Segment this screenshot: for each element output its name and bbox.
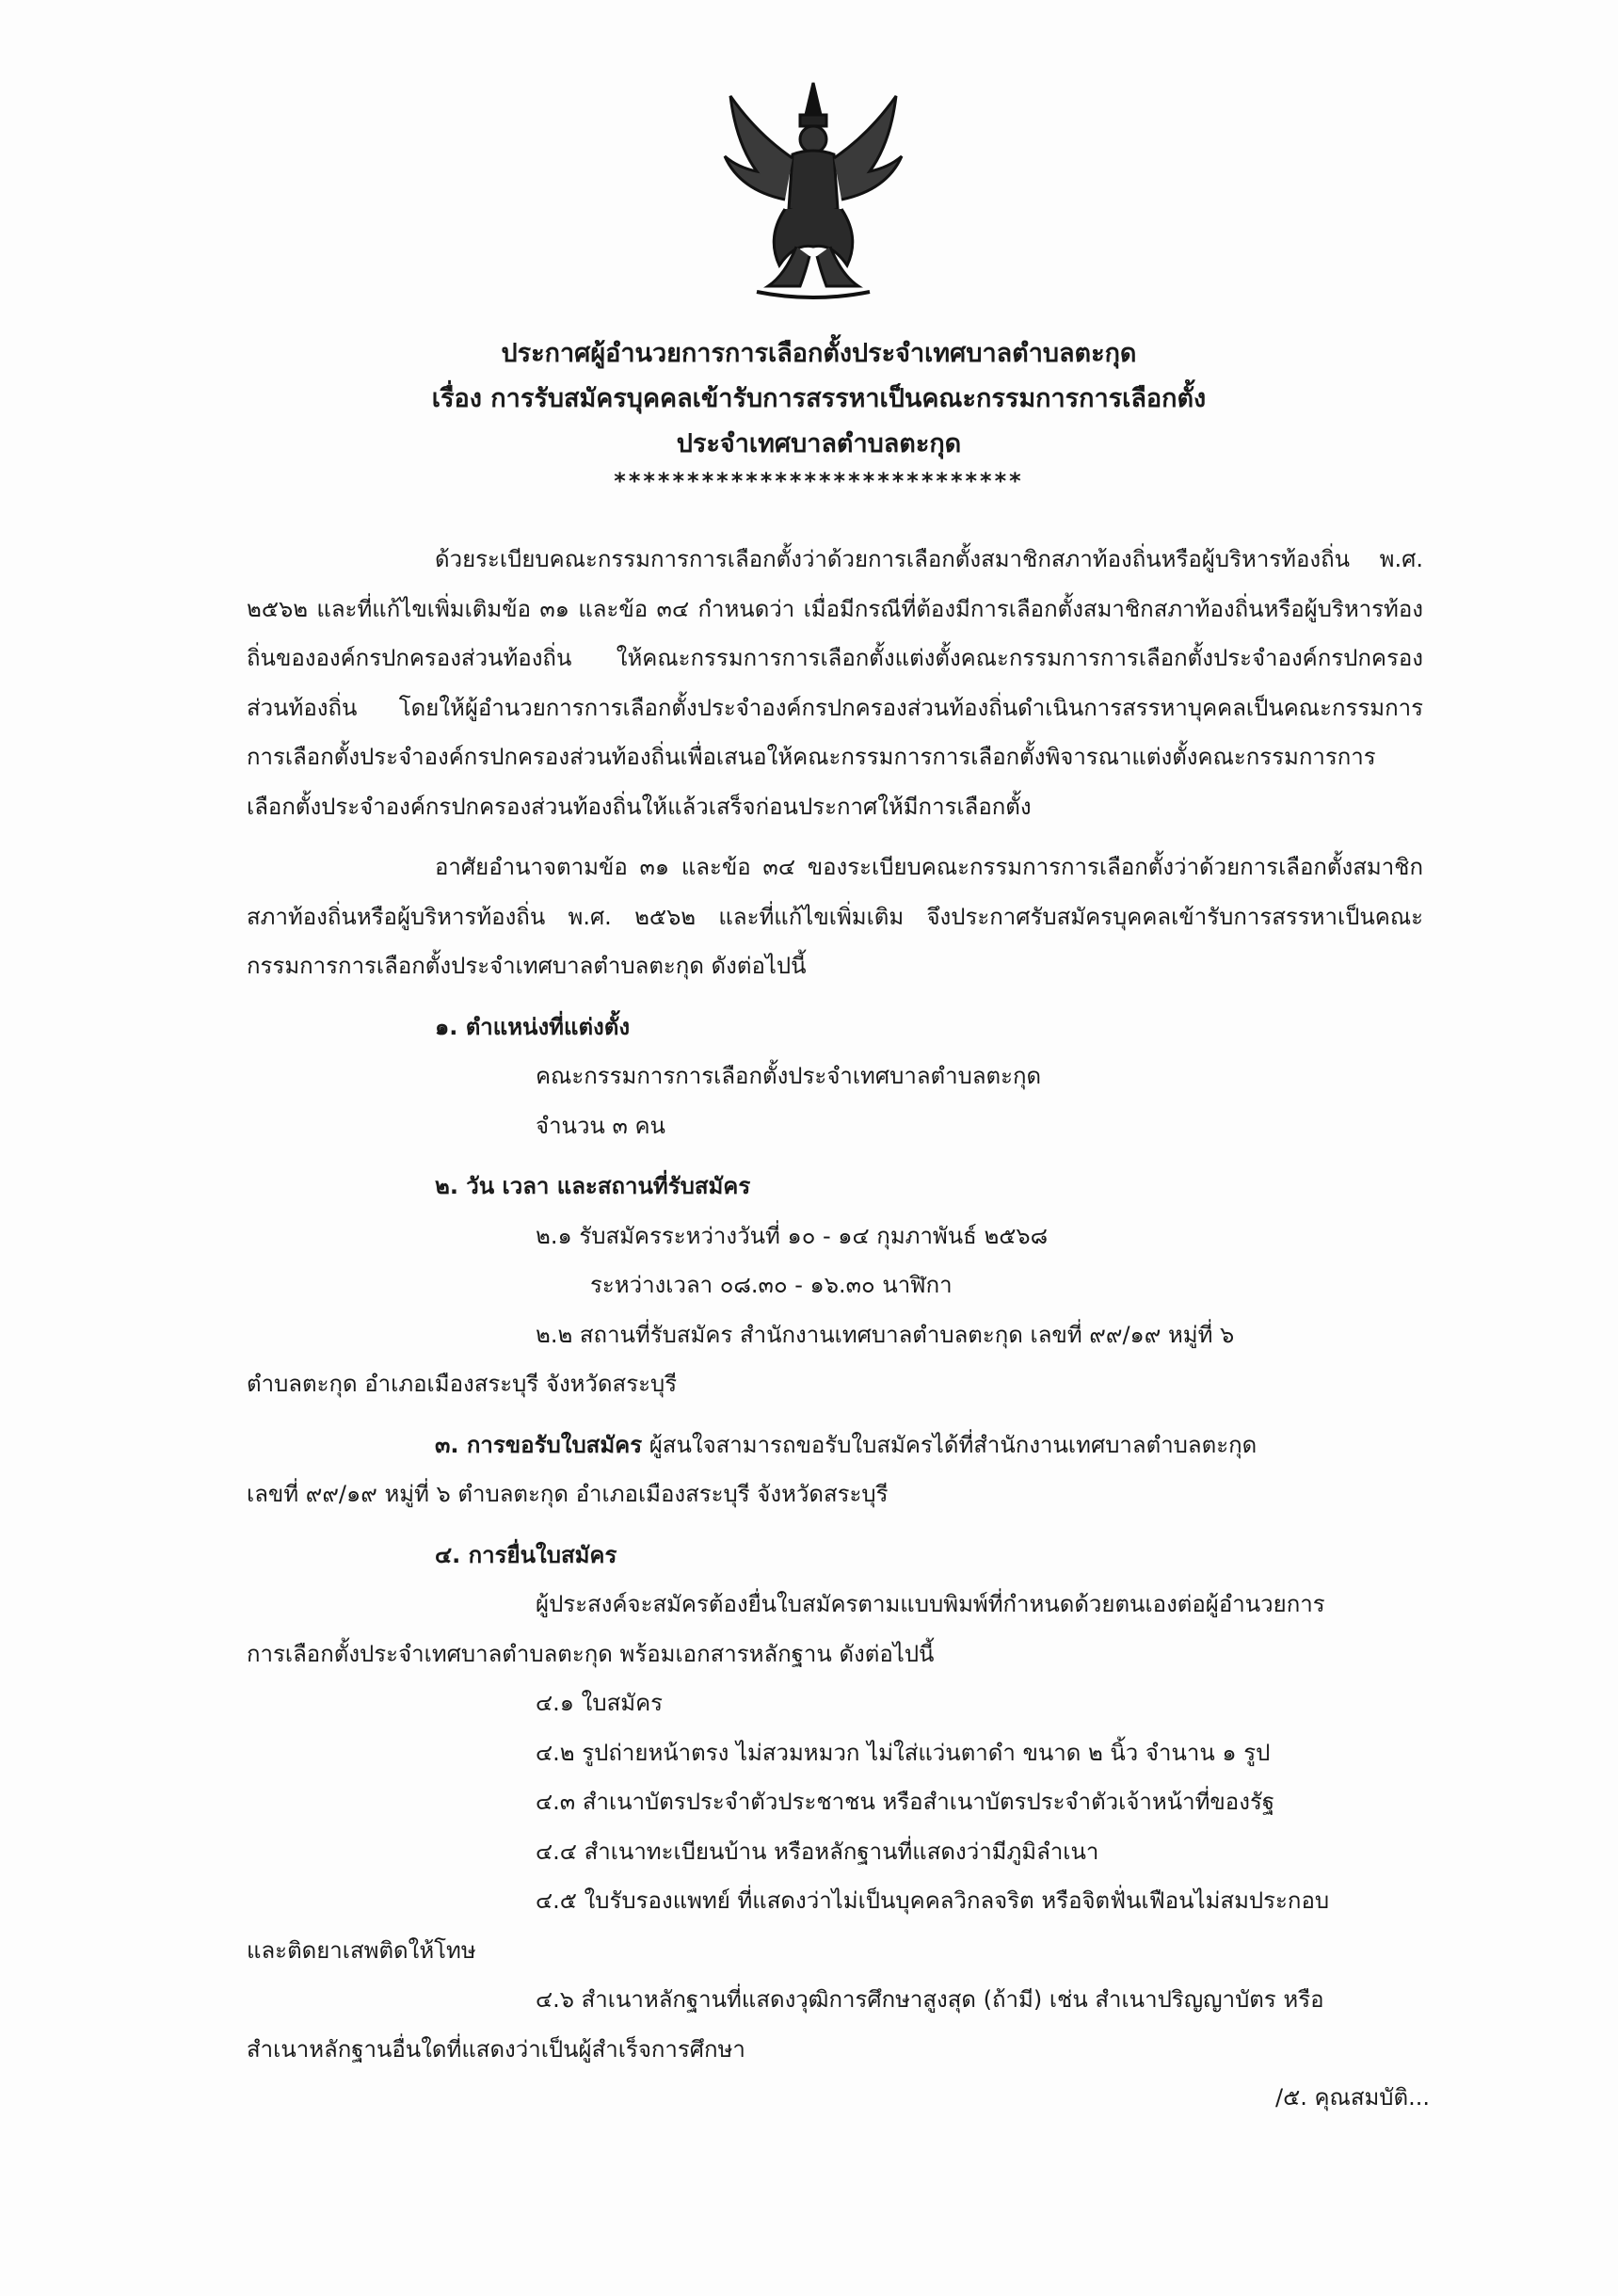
section-3-text-a: ผู้สนใจสามารถขอรับใบสมัครได้ที่สำนักงานเทศบาลตำบลตะกุด [649, 1431, 1258, 1458]
section-2-item-1a: ๒.๑ รับสมัครระหว่างวันที่ ๑๐ - ๑๔ กุมภาพันธ์ ๒๕๖๘ [536, 1222, 1049, 1249]
paragraph-authority: อาศัยอำนาจตามข้อ ๓๑ และข้อ ๓๔ ของระเบียบคณะกรรมการการเลือกตั้งว่าด้วยการเลือกตั้งสมาชิกสภาท้องถิ่นหรือผู้บริหารท้องถิ่น พ.ศ. ๒๕๖๒ และที่แก้ไขเพิ่มเติม จึงประกาศรับสมัครบุคคลเข้ารับการสรรหาเป็นคณะกรรมการการเลือกตั้งประจำเทศบาลตำบลตะกุด ดังต่อไปนี้ [247, 854, 1423, 979]
section-1-heading: ๑. ตำแหน่งที่แต่งตั้ง [435, 1013, 631, 1040]
section-3-text-b: เลขที่ ๙๙/๑๙ หมู่ที่ ๖ ตำบลตะกุด อำเภอเมืองสระบุรี จังหวัดสระบุรี [247, 1481, 889, 1507]
section-4-item-4: ๔.๔ สำเนาทะเบียนบ้าน หรือหลักฐานที่แสดงว่ามีภูมิลำเนา [536, 1838, 1099, 1865]
section-2-item-2a: ๒.๒ สถานที่รับสมัคร สำนักงานเทศบาลตำบลตะกุด เลขที่ ๙๙/๑๙ หมู่ที่ ๖ [536, 1321, 1235, 1348]
section-4-item-5b: และติดยาเสพติดให้โทษ [247, 1936, 476, 1964]
title-line-1: ประกาศผู้อำนวยการการเลือกตั้งประจำเทศบาลตำบลตะกุด [501, 339, 1137, 368]
section-4-item-2: ๔.๒ รูปถ่ายหน้าตรง ไม่สวมหมวก ไม่ใส่แว่นตาดำ ขนาด ๒ นิ้ว จำนาน ๑ รูป [536, 1739, 1271, 1766]
section-2-item-2b: ตำบลตะกุด อำเภอเมืองสระบุรี จังหวัดสระบุรี [247, 1371, 678, 1397]
continuation-note: /๕. คุณสมบัติ... [1274, 2084, 1430, 2111]
title-line-2: เรื่อง การรับสมัครบุคคลเข้ารับการสรรหาเป็นคณะกรรมการการเลือกตั้ง [431, 384, 1207, 413]
section-4-item-5a: ๔.๕ ใบรับรองแพทย์ ที่แสดงว่าไม่เป็นบุคคลวิกลจริต หรือจิตฟั่นเฟือนไม่สมประกอบ [536, 1887, 1330, 1914]
title-separator: **************************** [614, 468, 1024, 494]
garuda-emblem-icon [719, 77, 907, 303]
section-1-line-2: จำนวน ๓ คน [536, 1112, 665, 1139]
section-4-intro-a: ผู้ประสงค์จะสมัครต้องยื่นใบสมัครตามแบบพิมพ์ที่กำหนดด้วยตนเองต่อผู้อำนวยการ [536, 1591, 1325, 1617]
paragraph-intro: ด้วยระเบียบคณะกรรมการการเลือกตั้งว่าด้วยการเลือกตั้งสมาชิกสภาท้องถิ่นหรือผู้บริหารท้องถิ่น พ.ศ. ๒๕๖๒ และที่แก้ไขเพิ่มเติมข้อ ๓๑ และข้อ ๓๔ กำหนดว่า เมื่อมีกรณีที่ต้องมีการเลือกตั้งสมาชิกสภาท้องถิ่นหรือผู้บริหารท้องถิ่นขององค์กรปกครองส่วนท้องถิ่น ให้คณะกรรมการการเลือกตั้งแต่งตั้งคณะกรรมการการเลือกตั้งประจำองค์กรปกครองส่วนท้องถิ่น โดยให้ผู้อำนวยการการเลือกตั้งประจำองค์กรปกครองส่วนท้องถิ่นดำเนินการสรรหาบุคคลเป็นคณะกรรมการการเลือกตั้งประจำองค์กรปกครองส่วนท้องถิ่นเพื่อเสนอให้คณะกรรมการการเลือกตั้งพิจารณาแต่งตั้งคณะกรรมการการเลือกตั้งประจำองค์กรปกครองส่วนท้องถิ่นให้แล้วเสร็จก่อนประกาศให้มีการเลือกตั้ง [247, 546, 1423, 820]
section-4-item-1: ๔.๑ ใบสมัคร [536, 1690, 664, 1716]
section-2-item-1b: ระหว่างเวลา ๐๘.๓๐ - ๑๖.๓๐ นาฬิกา [590, 1272, 953, 1298]
section-4-item-6a: ๔.๖ สำเนาหลักฐานที่แสดงวุฒิการศึกษาสูงสุด (ถ้ามี) เช่น สำเนาปริญญาบัตร หรือ [536, 1986, 1324, 2013]
section-4-intro-b: การเลือกตั้งประจำเทศบาลตำบลตะกุด พร้อมเอกสารหลักฐาน ดังต่อไปนี้ [247, 1640, 935, 1667]
section-3-heading: ๓. การขอรับใบสมัคร [435, 1431, 643, 1458]
announcement-title [282, 331, 1355, 495]
section-4-item-6b: สำเนาหลักฐานอื่นใดที่แสดงว่าเป็นผู้สำเร็จการศึกษา [247, 2035, 745, 2063]
section-3-line [247, 1421, 1423, 1470]
section-2-heading: ๒. วัน เวลา และสถานที่รับสมัคร [435, 1173, 751, 1199]
section-4-item-3: ๔.๓ สำเนาบัตรประจำตัวประชาชน หรือสำเนาบัตรประจำตัวเจ้าหน้าที่ของรัฐ [536, 1789, 1275, 1815]
announcement-body [247, 535, 1423, 2074]
title-line-3: ประจำเทศบาลตำบลตะกุด [676, 429, 962, 458]
section-4-heading: ๔. การยื่นใบสมัคร [435, 1541, 617, 1568]
section-1-line-1: คณะกรรมการการเลือกตั้งประจำเทศบาลตำบลตะกุด [536, 1063, 1042, 1089]
